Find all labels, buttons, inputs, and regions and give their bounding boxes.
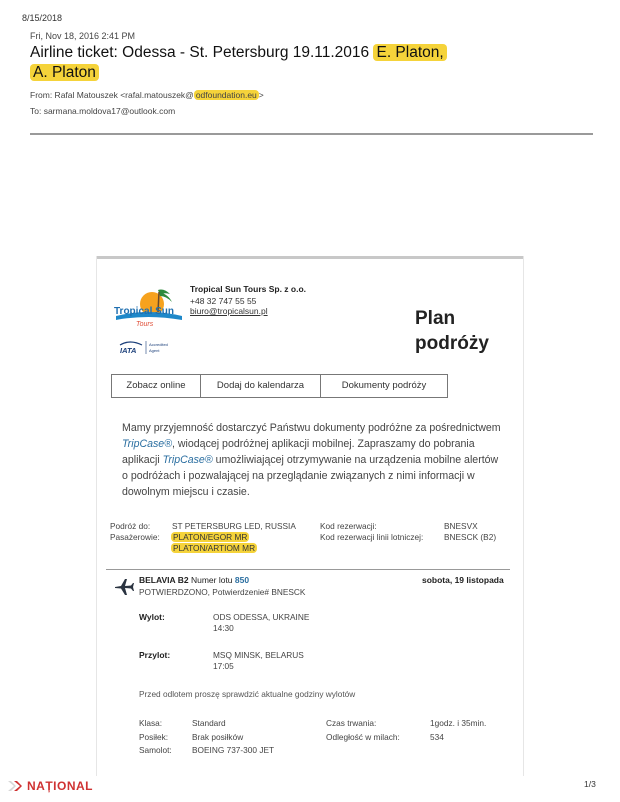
departure-place: ODS ODESSA, UKRAINE <box>213 612 310 622</box>
reservation-code-value: BNESVX <box>444 521 478 531</box>
tripcase-brand-2: TripCase® <box>162 454 213 466</box>
class-label: Klasa: <box>139 718 163 728</box>
view-online-button[interactable]: Zobacz online <box>112 375 201 397</box>
add-to-calendar-button[interactable]: Dodaj do kalendarza <box>201 375 321 397</box>
iata-accredited-logo <box>118 339 174 355</box>
plan-title <box>415 306 515 356</box>
agency-email-link[interactable]: biuro@tropicalsun.pl <box>190 306 268 316</box>
meal-label: Posiłek: <box>139 732 169 742</box>
logo-text-main: Tropical Sun <box>114 306 175 317</box>
agency-phone: +48 32 747 55 55 <box>190 296 257 306</box>
tropical-sun-logo <box>112 286 184 332</box>
card-right-border <box>523 256 524 776</box>
destination-label: Podróż do: <box>110 521 151 531</box>
aircraft-label: Samolot: <box>139 745 172 755</box>
meal-value: Brak posiłków <box>192 732 244 742</box>
passenger-2-highlight: PLATON/ARTIOM MR <box>173 543 256 553</box>
travel-documents-button[interactable]: Dokumenty podróży <box>341 380 427 391</box>
passengers-label: Pasażerowie: <box>110 532 160 542</box>
intro-part-2: , wiodącej podróżnej aplikacji mobilnej. Zapraszamy do pobrania aplikacji <box>122 438 475 466</box>
destination-value: ST PETERSBURG LED, RUSSIA <box>172 521 296 531</box>
check-times-note: Przed odlotem proszę sprawdzić aktualne godziny wylotów <box>139 689 356 699</box>
card-top-border <box>96 256 524 259</box>
intro-part-3: umożliwiającej otrzymywanie na urządzenia mobilne alertów o podróżach i pozwalającej na przeglądanie związanych z nimi informacji w dowolnym miejscu i czasie. <box>122 454 499 498</box>
departure-label: Wylot: <box>139 612 165 622</box>
from-suffix: > <box>258 90 264 100</box>
watermark-text: NAȚIONAL <box>27 779 93 793</box>
header-divider <box>30 133 593 135</box>
logo-text-sub: Tours <box>136 321 154 328</box>
segment-divider <box>106 569 510 570</box>
from-prefix: From: Rafal Matouszek <rafal.matouszek@ <box>30 90 194 100</box>
print-date: 8/15/2018 <box>22 13 63 23</box>
duration-value: 1godz. i 35min. <box>430 718 487 728</box>
subject-highlight-2: A. Platon <box>30 64 99 81</box>
flight-number: 850 <box>234 575 250 585</box>
from-domain-highlight: odfoundation.eu <box>195 90 257 100</box>
iata-sub-2: Agent <box>149 348 160 353</box>
flight-carrier <box>139 575 249 585</box>
tripcase-brand-1: TripCase® <box>122 438 172 450</box>
national-watermark <box>8 779 93 793</box>
page-number: 1/3 <box>584 779 596 789</box>
action-buttons <box>111 374 448 398</box>
airline-reservation-label: Kod rezerwacji linii lotniczej: <box>320 532 424 542</box>
email-from <box>30 90 264 100</box>
arrival-time: 17:05 <box>213 661 234 671</box>
plan-title-line-2: podróży <box>415 333 489 354</box>
distance-value: 534 <box>430 732 444 742</box>
aircraft-value: BOEING 737-300 JET <box>192 745 275 755</box>
flight-date: sobota, 19 listopada <box>422 575 504 585</box>
airplane-icon <box>114 576 134 596</box>
carrier-name: BELAVIA B2 <box>139 575 189 585</box>
arrival-place: MSQ MINSK, BELARUS <box>213 650 304 660</box>
subject-highlight-1: E. Platon, <box>373 44 446 61</box>
distance-label: Odległość w milach: <box>326 732 400 742</box>
airline-reservation-value: BNESCK (B2) <box>444 532 497 542</box>
passenger-1-highlight: PLATON/EGOR MR <box>173 532 248 542</box>
class-value: Standard <box>192 718 226 728</box>
card-left-border <box>96 256 97 776</box>
iata-text: IATA <box>120 346 137 355</box>
email-date: Fri, Nov 18, 2016 2:41 PM <box>30 31 136 41</box>
reservation-code-label: Kod rezerwacji: <box>320 521 377 531</box>
flight-number-label: Numer lotu <box>190 575 233 585</box>
subject-text: Airline ticket: Odessa - St. Petersburg 19.11.2016 <box>30 44 370 61</box>
intro-part-1: Mamy przyjemność dostarczyć Państwu dokumenty podróżne za pośrednictwem <box>122 422 501 434</box>
email-to: To: sarmana.moldova17@outlook.com <box>30 106 176 116</box>
email-subject <box>30 43 590 83</box>
duration-label: Czas trwania: <box>326 718 377 728</box>
plan-title-line-1: Plan <box>415 308 456 329</box>
flight-status: POTWIERDZONO, Potwierdzenie# BNESCK <box>139 587 306 597</box>
agency-name: Tropical Sun Tours Sp. z o.o. <box>190 284 307 294</box>
departure-time: 14:30 <box>213 623 234 633</box>
iata-sub-1: Accredited <box>149 342 168 347</box>
arrival-label: Przylot: <box>139 650 171 660</box>
intro-paragraph <box>122 420 507 500</box>
watermark-logo-icon <box>8 779 24 793</box>
